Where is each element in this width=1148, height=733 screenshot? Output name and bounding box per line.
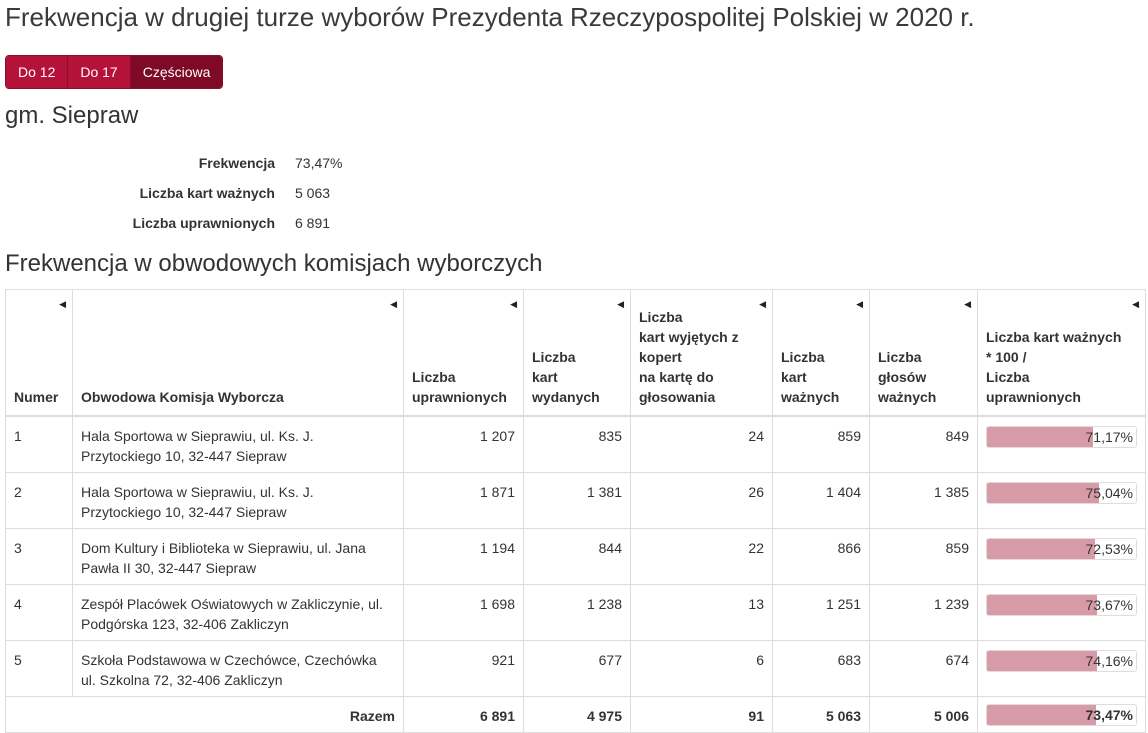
cell-kart-waznych: 1 251 [773,584,870,640]
cell-frekwencja [978,416,1146,472]
sort-triangle-icon: ◀ [510,299,517,309]
turnout-bar [986,426,1137,448]
cell-kart-waznych: 683 [773,640,870,696]
cell-frekwencja [978,472,1146,528]
table-row [6,416,1146,472]
summary-label: Liczba kart ważnych [139,185,275,201]
cell-numer: 4 [6,584,73,640]
cell-wydanych: 844 [524,528,631,584]
summary-value: 6 891 [295,215,331,231]
cell-frekwencja [978,528,1146,584]
summary-row [0,178,400,208]
cell-glosow-waznych: 849 [870,416,978,472]
cell-kart-waznych: 859 [773,416,870,472]
cell-numer: 2 [6,472,73,528]
summary-row [0,208,400,238]
turnout-bar-fill [987,483,1099,503]
cell-uprawnionych: 921 [404,640,524,696]
section-title: Frekwencja w obwodowych komisjach wyborczych [5,250,543,277]
cell-wyjetych: 24 [631,416,773,472]
sort-triangle-icon: ◀ [964,299,971,309]
cell-kart-waznych: 1 404 [773,472,870,528]
table-row [6,640,1146,696]
cell-uprawnionych: 1 871 [404,472,524,528]
turnout-time-tabs [5,55,223,89]
commissions-table [5,289,1146,733]
table-row [6,528,1146,584]
turnout-bar [986,704,1137,726]
summary-value: 73,47% [295,155,343,171]
summary-label: Liczba uprawnionych [132,215,275,231]
turnout-percent: 72,53% [1085,540,1133,557]
summary-row [0,148,400,178]
turnout-bar [986,650,1137,672]
cell-wydanych: 677 [524,640,631,696]
sort-triangle-icon: ◀ [1132,299,1139,309]
tab-do-17[interactable]: Do 17 [68,56,130,88]
cell-glosow-waznych: 1 385 [870,472,978,528]
tab-do-12[interactable]: Do 12 [6,56,68,88]
summary-list [0,148,400,238]
table-total-row [6,696,1146,732]
sort-triangle-icon: ◀ [759,299,766,309]
cell-frekwencja [978,640,1146,696]
total-wydanych: 4 975 [524,696,631,732]
turnout-bar [986,538,1137,560]
summary-value: 5 063 [295,185,331,201]
total-glosow-waznych: 5 006 [870,696,978,732]
cell-glosow-waznych: 1 239 [870,584,978,640]
cell-wyjetych: 22 [631,528,773,584]
column-header-frekwencja[interactable]: ◀ Liczba kart ważnych * 100 / Liczba uprawnionych [978,290,1146,417]
total-kart-waznych: 5 063 [773,696,870,732]
column-header-kart-waznych[interactable]: ◀ Liczba kart ważnych [773,290,870,417]
turnout-percent: 75,04% [1085,484,1133,501]
cell-numer: 1 [6,416,73,472]
cell-uprawnionych: 1 194 [404,528,524,584]
cell-glosow-waznych: 859 [870,528,978,584]
cell-wyjetych: 6 [631,640,773,696]
column-header-wyjetych[interactable]: ◀ Liczba kart wyjętych z kopert na kartę do głosowania [631,290,773,417]
cell-glosow-waznych: 674 [870,640,978,696]
cell-wyjetych: 26 [631,472,773,528]
column-header-glosow-waznych[interactable]: ◀ Liczba głosów ważnych [870,290,978,417]
tab-czesciowa[interactable]: Częściowa [131,56,223,88]
sort-triangle-icon: ◀ [390,299,397,309]
cell-numer: 3 [6,528,73,584]
table-row [6,584,1146,640]
cell-numer: 5 [6,640,73,696]
column-header-komisja[interactable]: ◀ Obwodowa Komisja Wyborcza [73,290,404,417]
total-uprawnionych: 6 891 [404,696,524,732]
cell-komisja: Szkoła Podstawowa w Czechówce, Czechówka ul. Szkolna 72, 32-406 Zakliczyn [73,640,404,696]
turnout-percent: 74,16% [1085,652,1133,669]
cell-wydanych: 835 [524,416,631,472]
page-title: Frekwencja w drugiej turze wyborów Prezydenta Rzeczypospolitej Polskiej w 2020 r. [5,2,975,32]
cell-uprawnionych: 1 207 [404,416,524,472]
cell-wydanych: 1 381 [524,472,631,528]
turnout-bar [986,482,1137,504]
column-header-uprawnionych[interactable]: ◀ Liczba uprawnionych [404,290,524,417]
cell-komisja: Dom Kultury i Biblioteka w Sieprawiu, ul. Jana Pawła II 30, 32-447 Siepraw [73,528,404,584]
summary-label: Frekwencja [198,155,275,171]
cell-uprawnionych: 1 698 [404,584,524,640]
table-header-row [6,290,1146,417]
turnout-bar [986,594,1137,616]
column-header-wydanych[interactable]: ◀ Liczba kart wydanych [524,290,631,417]
cell-frekwencja [978,584,1146,640]
turnout-bar-fill [987,595,1097,615]
cell-wydanych: 1 238 [524,584,631,640]
table-row [6,472,1146,528]
turnout-bar-fill [987,705,1096,725]
column-header-numer[interactable]: ◀ Numer [6,290,73,417]
sort-triangle-icon: ◀ [617,299,624,309]
sort-triangle-icon: ◀ [856,299,863,309]
turnout-percent: 71,17% [1085,429,1133,445]
turnout-percent: 73,47% [1085,706,1133,723]
turnout-bar-fill [987,427,1093,447]
cell-wyjetych: 13 [631,584,773,640]
area-title: gm. Siepraw [5,102,139,129]
cell-kart-waznych: 866 [773,528,870,584]
total-label: Razem [6,696,404,732]
cell-komisja: Zespół Placówek Oświatowych w Zakliczynie, ul. Podgórska 123, 32-406 Zakliczyn [73,584,404,640]
total-frekwencja [978,696,1146,732]
cell-komisja: Hala Sportowa w Sieprawiu, ul. Ks. J. Przytockiego 10, 32-447 Siepraw [73,472,404,528]
turnout-percent: 73,67% [1085,596,1133,613]
cell-komisja: Hala Sportowa w Sieprawiu, ul. Ks. J. Przytockiego 10, 32-447 Siepraw [73,416,404,472]
turnout-bar-fill [987,651,1097,671]
total-wyjetych: 91 [631,696,773,732]
turnout-bar-fill [987,539,1095,559]
sort-triangle-icon: ◀ [59,299,66,309]
